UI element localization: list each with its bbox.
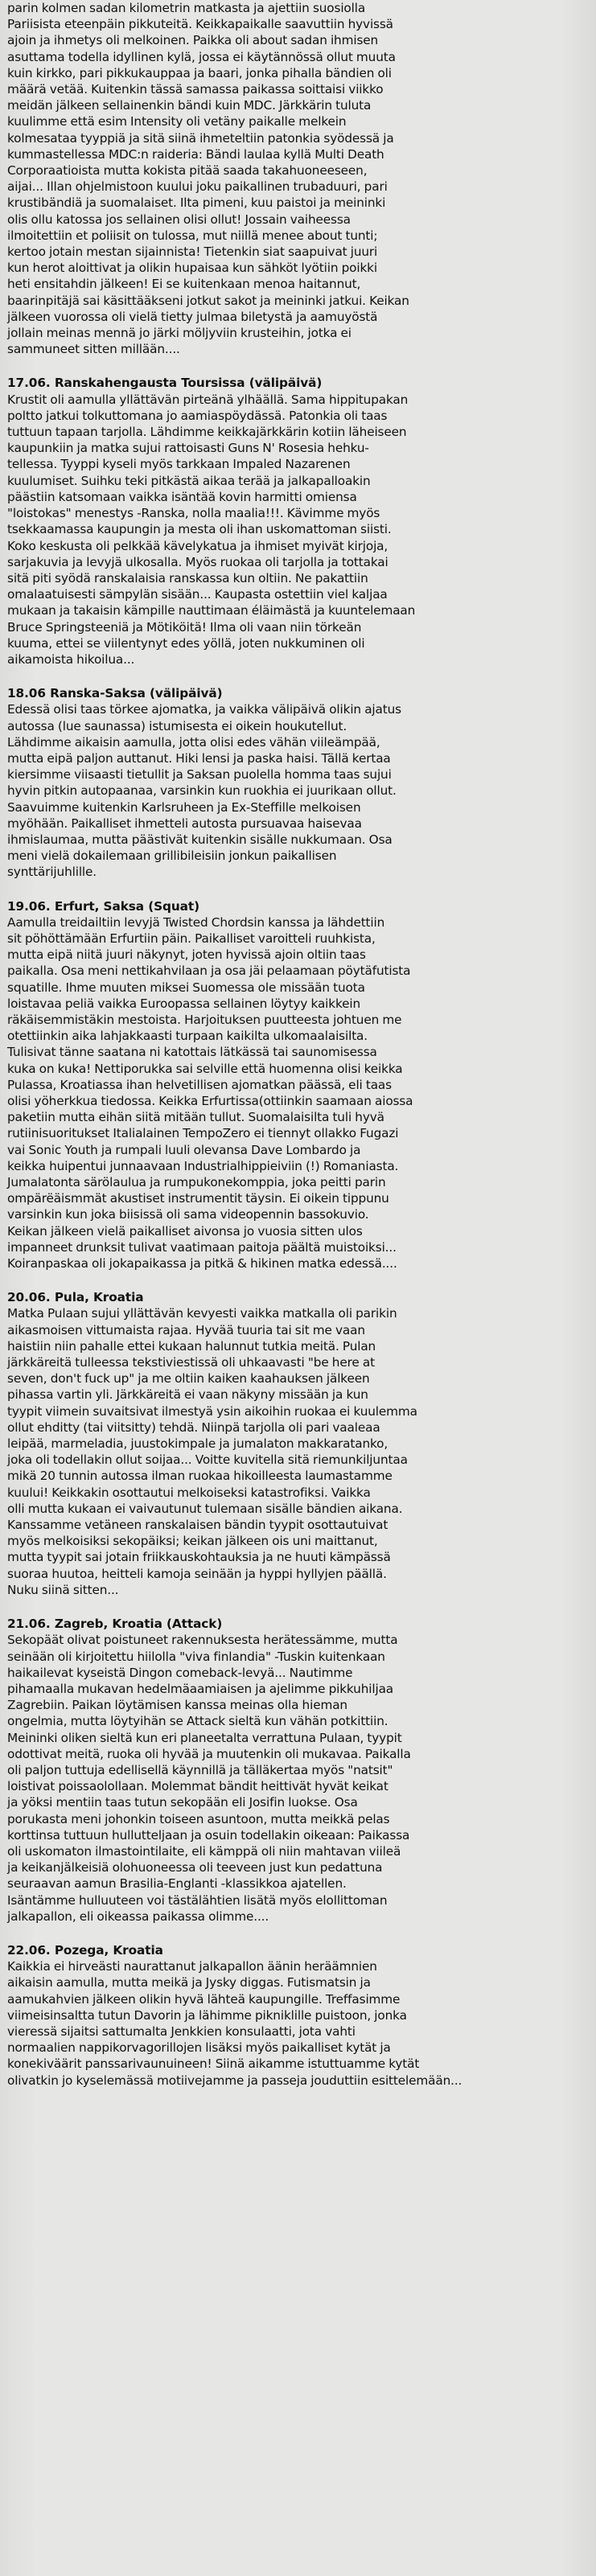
day-paragraph: Krustit oli aamulla yllättävän pirteänä ylhäällä. Sama hippitupakan poltto jatkui tolkuttomana jo aamiaspöydässä. Patonkia oli taas tuttuun tapaan tarjolla. Lähdimme keikkajärkkärin kotiin läheiseen kaupunkiin ja matka sujui rattoisasti Guns N' Rosesia hehku- tellessa. Tyyppi kyseli myös tarkkaan Impaled Nazarenen kuulumiset. Suihku teki pitkästä aikaa terää ja jalkapalloakin päästiin katsomaan vaikka isäntää kovin harmitti omiensa "loistokas" menestys -Ranska, nolla maalia!!!. Kävimme myös tsekkaamassa kaupungin ja mesta oli ihan uskomattoman siisti. Koko keskusta oli pelkkää kävelykatua ja ihmiset myivät kirjoja, sarjakuvia ja levyjä ulkosalla. Myös ruokaa oli tarjolla ja tottakai sitä piti syödä ranskalaisia ranskassa kun oltiin. Ne pakattiin omalaatuisesti sämpylän sisään... Kaupasta ostettiin viel kaljaa mukaan ja takaisin kämpille nauttimaan éläimästä ja kuuntelemaan Bruce Springsteeniä ja Mötiköitä! Ilma oli vaan niin törkeän kuuma, ettei se viilentynyt edes yöllä, joten nukkuminen oli aikamoista hikoilua... [7,392,416,667]
day-section-21-06 [7,1616,591,1925]
intro-paragraph: parin kolmen sadan kilometrin matkasta ja ajettiin suosiolla Pariisista eteenpäin pikkuteitä. Keikkapaikalle saavuttiin hyvissä ajoin ja ihmetys oli melkoinen. Paikka oli about sadan ihmisen asuttama todella idyllinen kylä, jossa ei käytännössä ollut muuta kuin kirkko, pari pikkukauppaa ja baari, jonka pihalla bändien oli määrä vetää. Kuitenkin tässä samassa paikassa soittaisi viikko meidän jälkeen sellainenkin bändi kuin MDC. Järkkärin tuluta kuulimme että esim Intensity oli vetäny paikalle melkein kolmesataa tyyppiä ja sitä siinä ihmeteltiin patonkia syödessä ja kummastellessa MDC:n raideria: Bändi laulaa kyllä Multi Death Corporaatioista mutta kokista pitää saada takahuoneeseen, aijai... Illan ohjelmistoon kuului joku paikallinen trubaduuri, pari krustibändiä ja suomalaiset. Ilta pimeni, kuu paistoi ja meininki olis ollu katossa jos sellainen olisi ollut! Jossain vaiheessa ilmoitettiin et poliisit on tulossa, mut niillä menee about tunti; kertoo jotain mestan sijainnista! Tietenkin siat saapuivat juuri kun herot aloittivat ja olikin hupaisaa kun sähköt lyötiin poikki heti ensitahdin jälkeen! Ei se kuitenkaan menoa haitannut, baarinpitäjä sai käsittääkseni jotkut sakot ja meininki jatkui. Keikan jälkeen vuorossa oli vielä tietty julmaa biletystä ja aamuyöstä jollain meinas mennä jo järki möljyviin krusteihin, jotka ei sammuneet sitten millään.... [7,1,409,357]
day-section-20-06 [7,1289,591,1598]
day-heading: 18.06 Ranska-Saksa (välipäivä) [7,686,223,701]
day-heading: 19.06. Erfurt, Saksa (Squat) [7,898,199,914]
day-paragraph: Matka Pulaan sujui yllättävän kevyesti vaikka matkalla oli parikin aikasmoisen vittumaista rajaa. Hyvää tuuria tai sit me vaan haistiin niin pahalle ettei kukaan halunnut tutkia meitä. Pulan järkkäreitä tulleessa tekstiviestissä oli uhkaavasti "be here at seven, don't fuck up" ja me oltiin kaiken kaahauksen jälkeen pihassa vartin yli. Järkkäreitä ei vaan näkyny missään ja kun tyypit viimein suvaitsivat ilmestyä ysin aikoihin ruokaa ei kuulemma ollut ehditty (tai viitsitty) tehdä. Niinpä tarjolla oli pari vaaleaa leipää, marmeladia, juustokimpale ja jumalaton makkaratanko, joka oli todellakin ollut soijaa... Voitte kuvitella sitä riemunkiljuntaa mikä 20 tunnin autossa ilman ruokaa hikoilleesta laumastamme kuului! Keikkakin osottautui melkoiseksi katastrofiksi. Vaikka olli mutta kukaan ei vaivautunut tulemaan sisälle bändien aikana. Kanssamme vetäneen ranskalaisen bändin tyypit osottautuivat myös melkoisiksi sekopäiksi; keikan jälkeen ois uni maittanut, mutta tyypit sai jotain friikkauskohtauksia ja ne huuti kämpässä suoraa huutoa, heitteli kamoja seinään ja hyppi hyllyjen päällä. Nuku siinä sitten... [7,1306,417,1597]
day-section-17-06 [7,375,591,668]
day-section-18-06 [7,685,591,880]
day-section-19-06 [7,898,591,1272]
intro-section [7,0,591,357]
day-paragraph: Sekopäät olivat poistuneet rakennuksesta herätessämme, mutta seinään oli kirjoitettu hiilolla "viva finlandia" -Tuskin kuitenkaan haikailevat kyseistä Dingon comeback-levyä... Nautimme pihamaalla mukavan hedelmäaamiaisen ja ajelimme pikkuhiljaa Zagrebiin. Paikan löytämisen kanssa meinas olla hieman ongelmia, mutta löytyihän se Attack sieltä kun vähän potkittiin. Meininki oliken sieltä kun eri planeetalta verrattuna Pulaan, tyypit odottivat meitä, ruoka oli hyvää ja muutenkin oli mukavaa. Paikalla oli paljon tuttuja edellisellä käynnillä ja tälläkertaa myös "natsit" loistivat poissaolollaan. Molemmat bändit heittivät hyvät keikat ja yöksi mentiin taas tutun sekopään eli Josifin luokse. Osa porukasta meni johonkin toiseen asuntoon, mutta meikkä pelas korttinsa tuttuun hullutteljaan ja osuin todellakin oikeaan: Paikassa oli uskomaton ilmastointilaite, eli kämppä oli niin mahtavan viileä ja keikanjälkeisiä olohuoneessa oli teeveen just kun pedattuna seuraavan aamun Brasilia-Englanti -klassikkoa ajatellen. Isäntämme hulluuteen voi tästälähtien lisätä myös elollittoman jalkapallon, eli oikeassa paikassa olimme.... [7,1633,411,1924]
day-paragraph: Kaikkia ei hirveästi naurattanut jalkapallon äänin heräämnien aikaisin aamulla, mutta meikä ja Jysky diggas. Futismatsin ja aamukahvien jälkeen olikin hyvä lähteä kaupungille. Treffasimme viimeisinsaltta tutun Davorin ja lähimme pikniklille puistoon, jonka vieressä sijaitsi sattumalta Jenkkien konsulaatti, jota vahti normaalien nappikorvagorillojen lisäksi myös paikalliset kytät ja konekiväärit panssarivaunuineen! Siinä aikamme istuttuamme kytät olivatkin jo kyselemässä motiivejamme ja passeja jouduttiin esittelemään... [7,1959,462,2088]
day-section-22-06 [7,1942,591,2089]
day-heading: 22.06. Pozega, Kroatia [7,1942,163,1958]
day-paragraph: Aamulla treidailtiin levyjä Twisted Chordsin kanssa ja lähdettiin sit pöhöttämään Erfurtiin päin. Paikalliset varoitteli ruuhkista, mutta eipä niitä juuri näkynyt, joten hyvissä ajoin oltiin taas paikalla. Osa meni nettikahvilaan ja osa jäi pelaamaan pöytäfutista squatille. Ihme muuten miksei Suomessa ole missään tuota loistavaa peliä vaikka Euroopassa sellainen löytyy kaikkein räkäisemmistäkin mestoista. Harjoituksen puutteesta johtuen me otettiinkin aika lahjakkaasti turpaan kaikilta ulkomaalaisilta. Tulisivat tänne saatana ni katottais lätkässä tai saunomisessa kuka on kuka! Nettiporukka sai selville että huomenna olisi keikka Pulassa, Kroatiassa ihan helvetillisen ajomatkan päässä, eli taas olisi yöherkkua tiedossa. Keikka Erfurtissa(ottiinkin saamaan aiossa paketiin mutta eihän siitä mitään tullut. Suomalaisilta tuli hyvä rutiinisuoritukset Italialainen TempoZero ei tiennyt ollakko Fugazi vai Sonic Youth ja rumpali luuli olevansa Dave Lombardo ja keikka huipentui junnaavaan Industrialhippieiviin (!) Romaniasta. Jumalatonta särölaulua ja rumpukonekomppia, joka peitti parin ompärëäismmät akustiset instrumentit täysin. Ei oikein tippunu varsinkin kun joka biisissä oli sama videopennin bassokuvio. Keikan jälkeen vielä paikalliset aivonsa jo vuosia sitten ulos impanneet drunksit tulivat vaatimaan paitoja päältä muistoiksi... Koiranpaskaa oli jokapaikassa ja pitkä & hikinen matka edessä.... [7,914,413,1272]
day-heading: 21.06. Zagreb, Kroatia (Attack) [7,1617,223,1632]
day-paragraph: Edessä olisi taas törkee ajomatka, ja vaikka välipäivä olikin ajatus autossa (luе saunassa) istumisesta ei oikein houkutellut. Lähdimme aikaisin aamulla, jotta olisi edes vähän viileämpää, mutta eipä paljon auttanut. Hiki lensi ja paska haisi. Tällä kertaa kiersimme viisaasti tietullit ja Saksan puolella homma taas sujui hyvin pitkin autopaanaa, varsinkin kun ruokhia ei juurikaan ollut. Saavuimme kuitenkin Karlsruheen ja Ex-Steffille melkoisen myöhään. Paikalliset ihmetteli autosta pursuavaa haisevaa ihmislaumaa, mutta päästivät kuitenkin sisälle nukkumaan. Osa meni vielä dokailemaan grillibileisiin jonkun paikallisen synttärijuhlille. [7,702,401,880]
day-heading: 17.06. Ranskahengausta Toursissa (välipäivä) [7,376,323,391]
day-heading: 20.06. Pula, Kroatia [7,1290,144,1305]
